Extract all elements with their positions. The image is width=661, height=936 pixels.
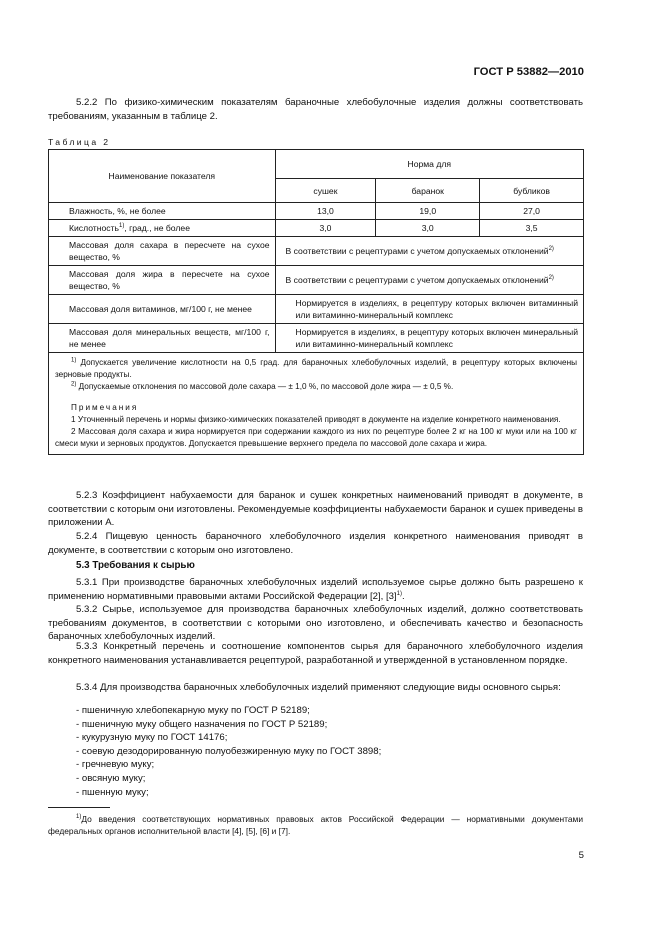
table-caption: Таблица 2 bbox=[48, 137, 111, 147]
row-name: Массовая доля жира в пересчете на сухое вещество, % bbox=[49, 266, 276, 295]
table-row bbox=[49, 266, 584, 295]
page-footnote: $^{1)}$До введения соответствующих нормативных правовых актов Российской Федерации — нормативными документами федеральных органов исполнительной власти [4], [5], [6] и [7]. bbox=[48, 814, 583, 836]
list-item: - кукурузную муку по ГОСТ 14176; bbox=[76, 732, 228, 744]
cell-value: 3,5 bbox=[480, 220, 584, 237]
paragraph-5-2-4: 5.2.4 Пищевую ценность бараночного хлебобулочного изделия конкретного наименования приводят в документе, в соответствии с которым оно изготовлено. bbox=[48, 531, 583, 556]
list-item: - пшеничную хлебопекарную муку по ГОСТ Р 52189; bbox=[76, 705, 310, 716]
row-name: Массовая доля минеральных веществ, мг/100 г, не менее bbox=[49, 324, 276, 353]
row-name: Влажность, %, не более bbox=[49, 203, 276, 220]
row-name: Массовая доля витаминов, мг/100 г, не менее bbox=[49, 295, 276, 324]
cell-value: 13,0 bbox=[275, 203, 376, 220]
paragraph-5-3-3: 5.3.3 Конкретный перечень и соотношение компонентов сырья для бараночного хлебобулочного изделия конкретного наименования устанавливается рецептурой, разработанной и утвержденной в установленном порядке. bbox=[48, 641, 583, 666]
paragraph-5-3-1: 5.3.1 При производстве бараночных хлебобулочных изделий используемое сырье должно быть разрешено к применению нормативными правовыми актами Российской Федерации [2], $[3]^{1)}$. bbox=[48, 577, 583, 602]
standard-header: ГОСТ Р 53882—2010 bbox=[473, 66, 584, 78]
col-header-indicator: Наименование показателя bbox=[49, 150, 276, 203]
cell-value: 19,0 bbox=[376, 203, 480, 220]
col-header-sushki: сушек bbox=[275, 179, 376, 203]
cell-value: Нормируется в изделиях, в рецептуру которых включен минеральный или витаминно-минеральный комплекс bbox=[275, 324, 583, 353]
table-footnote-2: $^{2)}$ Допускаемые отклонения по массовой доле сахара — ± 1,0 %, по массовой доле жира — ± 0,5 %. bbox=[71, 381, 454, 391]
table-row bbox=[49, 295, 584, 324]
paragraph-5-2-2: 5.2.2 По физико-химическим показателям бараночные хлебобулочные изделия должны соответствовать требованиям, указанным в таблице 2. bbox=[48, 97, 583, 122]
col-header-baranki: баранок bbox=[376, 179, 480, 203]
paragraph-5-3-4: 5.3.4 Для производства бараночных хлебобулочных изделий применяют следующие виды основного сырья: bbox=[76, 682, 561, 693]
paragraph-5-3-2: 5.3.2 Сырье, используемое для производства бараночных хлебобулочных изделий, должно соответствовать требованиям документов, в соответствии с которыми оно изготовлено, и обеспечивать качество и безопасность бараночных хлебобулочных изделий. bbox=[48, 604, 583, 643]
note-1: 1 Уточненный перечень и нормы физико-химических показателей приводят в документе на изделие конкретного наименования. bbox=[71, 415, 561, 424]
table-2 bbox=[48, 149, 584, 455]
cell-value: 3,0 bbox=[376, 220, 480, 237]
table-row bbox=[49, 220, 584, 237]
list-item: - овсяную муку; bbox=[76, 772, 146, 784]
table-row bbox=[49, 324, 584, 353]
paragraph-5-2-3: 5.2.3 Коэффициент набухаемости для баранок и сушек конкретных наименований приводят в документе, в соответствии с которым они изготовлены. Рекомендуемые коэффициенты набухаемости баранок и сушек приведены в приложении А. bbox=[48, 490, 583, 529]
col-header-bubliki: бубликов bbox=[480, 179, 584, 203]
list-item: - гречневую муку; bbox=[76, 759, 155, 771]
table-row bbox=[49, 237, 584, 266]
table-footnotes bbox=[49, 353, 584, 455]
col-header-norm: Норма для bbox=[275, 150, 583, 179]
cell-value: Нормируется в изделиях, в рецептуру которых включен витаминный или витаминно-минеральный комплекс bbox=[275, 295, 583, 324]
raw-materials-list bbox=[76, 704, 381, 799]
cell-value: В соответствии с рецептурами с учетом допускаемых отклонений$^{2)}$ bbox=[275, 266, 583, 295]
row-name: Массовая доля сахара в пересчете на сухое вещество, % bbox=[49, 237, 276, 266]
note-2: 2 Массовая доля сахара и жира нормируется при содержании каждого из них по рецептуре более 2 кг на 100 кг муки или на 100 кг смеси муки и зерновых продуктов. Допускается превышение верхнего предела по массовой доле сахара и жира. bbox=[55, 427, 577, 448]
table-footnote-1: $^{1)}$ Допускается увеличение кислотности на 0,5 град. для бараночных хлебобулочных изделий, в рецептуру которых включены зерновые продукты. bbox=[55, 357, 577, 379]
page-number: 5 bbox=[578, 850, 584, 861]
section-heading-5-3: 5.3 Требования к сырью bbox=[76, 560, 195, 571]
list-item: - соевую дезодорированную полуобезжиренную муку по ГОСТ 3898; bbox=[76, 745, 382, 757]
row-name: Кислотность$^{1)}$, град., не более bbox=[49, 220, 276, 237]
cell-value: В соответствии с рецептурами с учетом допускаемых отклонений$^{2)}$ bbox=[275, 237, 583, 266]
notes-title: Примечания bbox=[71, 403, 139, 412]
cell-value: 27,0 bbox=[480, 203, 584, 220]
footnote-divider bbox=[48, 807, 110, 808]
table-row bbox=[49, 203, 584, 220]
cell-value: 3,0 bbox=[275, 220, 376, 237]
list-item: - пшенную муку; bbox=[76, 786, 149, 798]
list-item: - пшеничную муку общего назначения по ГОСТ Р 52189; bbox=[76, 718, 328, 730]
